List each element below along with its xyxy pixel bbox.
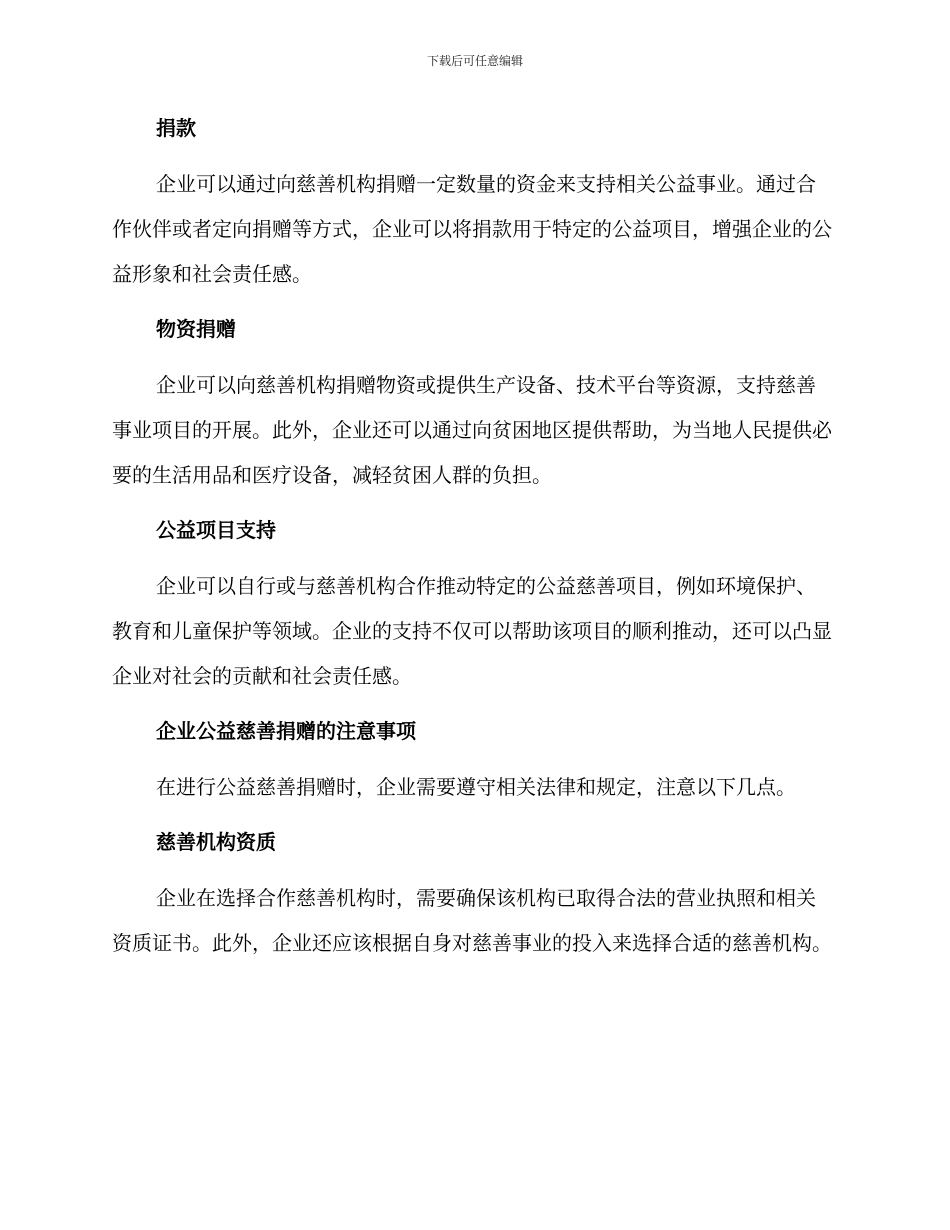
- section-heading-project-support: 公益项目支持: [156, 518, 276, 542]
- section-heading-material-donation: 物资捐赠: [156, 317, 236, 341]
- paragraph-line: 相关资质证书。此外，企业还应该根据自身对慈善事业的投入来选择合适的: [112, 886, 816, 955]
- section-paragraph-precautions: [112, 765, 832, 810]
- paragraph-line: 企业可以自行或与慈善机构合作推动特定的公益慈善项目，例如环境保: [156, 574, 776, 598]
- paragraph-line: 慈善机构。: [732, 931, 832, 955]
- paragraph-line: 慈善事业项目的开展。此外，企业还可以通过向贫困地区提供帮助，为当地: [112, 373, 816, 442]
- paragraph-line: 点。: [756, 775, 796, 799]
- paragraph-line: 在进行公益慈善捐赠时，企业需要遵守相关法律和规定，注意以下几: [156, 775, 756, 799]
- section-heading-donation: 捐款: [156, 116, 196, 140]
- section-paragraph-donation: [112, 162, 832, 297]
- section-heading-qualification: 慈善机构资质: [156, 830, 276, 854]
- document-body: [112, 108, 832, 966]
- paragraph-line: 企业可以向慈善机构捐赠物资或提供生产设备、技术平台等资源，支持: [156, 373, 776, 397]
- section-heading-precautions: 企业公益慈善捐赠的注意事项: [156, 719, 416, 743]
- paragraph-line: 企业可以通过向慈善机构捐赠一定数量的资金来支持相关公益事业。通: [156, 172, 776, 196]
- paragraph-line: 人民提供必要的生活用品和医疗设备，减轻贫困人群的负担。: [112, 418, 832, 487]
- section-paragraph-material-donation: [112, 363, 832, 498]
- paragraph-line: 强企业的公益形象和社会责任感。: [112, 217, 832, 286]
- paragraph-line: 还可以凸显企业对社会的贡献和社会责任感。: [112, 619, 832, 688]
- paragraph-line: 护、教育和儿童保护等领域。企业的支持不仅可以帮助该项目的顺利推动，: [112, 574, 816, 643]
- paragraph-line: 企业在选择合作慈善机构时，需要确保该机构已取得合法的营业执照和: [156, 886, 776, 910]
- section-paragraph-qualification: [112, 876, 832, 966]
- paragraph-line: 过合作伙伴或者定向捐赠等方式，企业可以将捐款用于特定的公益项目，增: [112, 172, 816, 241]
- section-paragraph-project-support: [112, 564, 832, 699]
- page-header: 下载后可任意编辑: [426, 54, 523, 68]
